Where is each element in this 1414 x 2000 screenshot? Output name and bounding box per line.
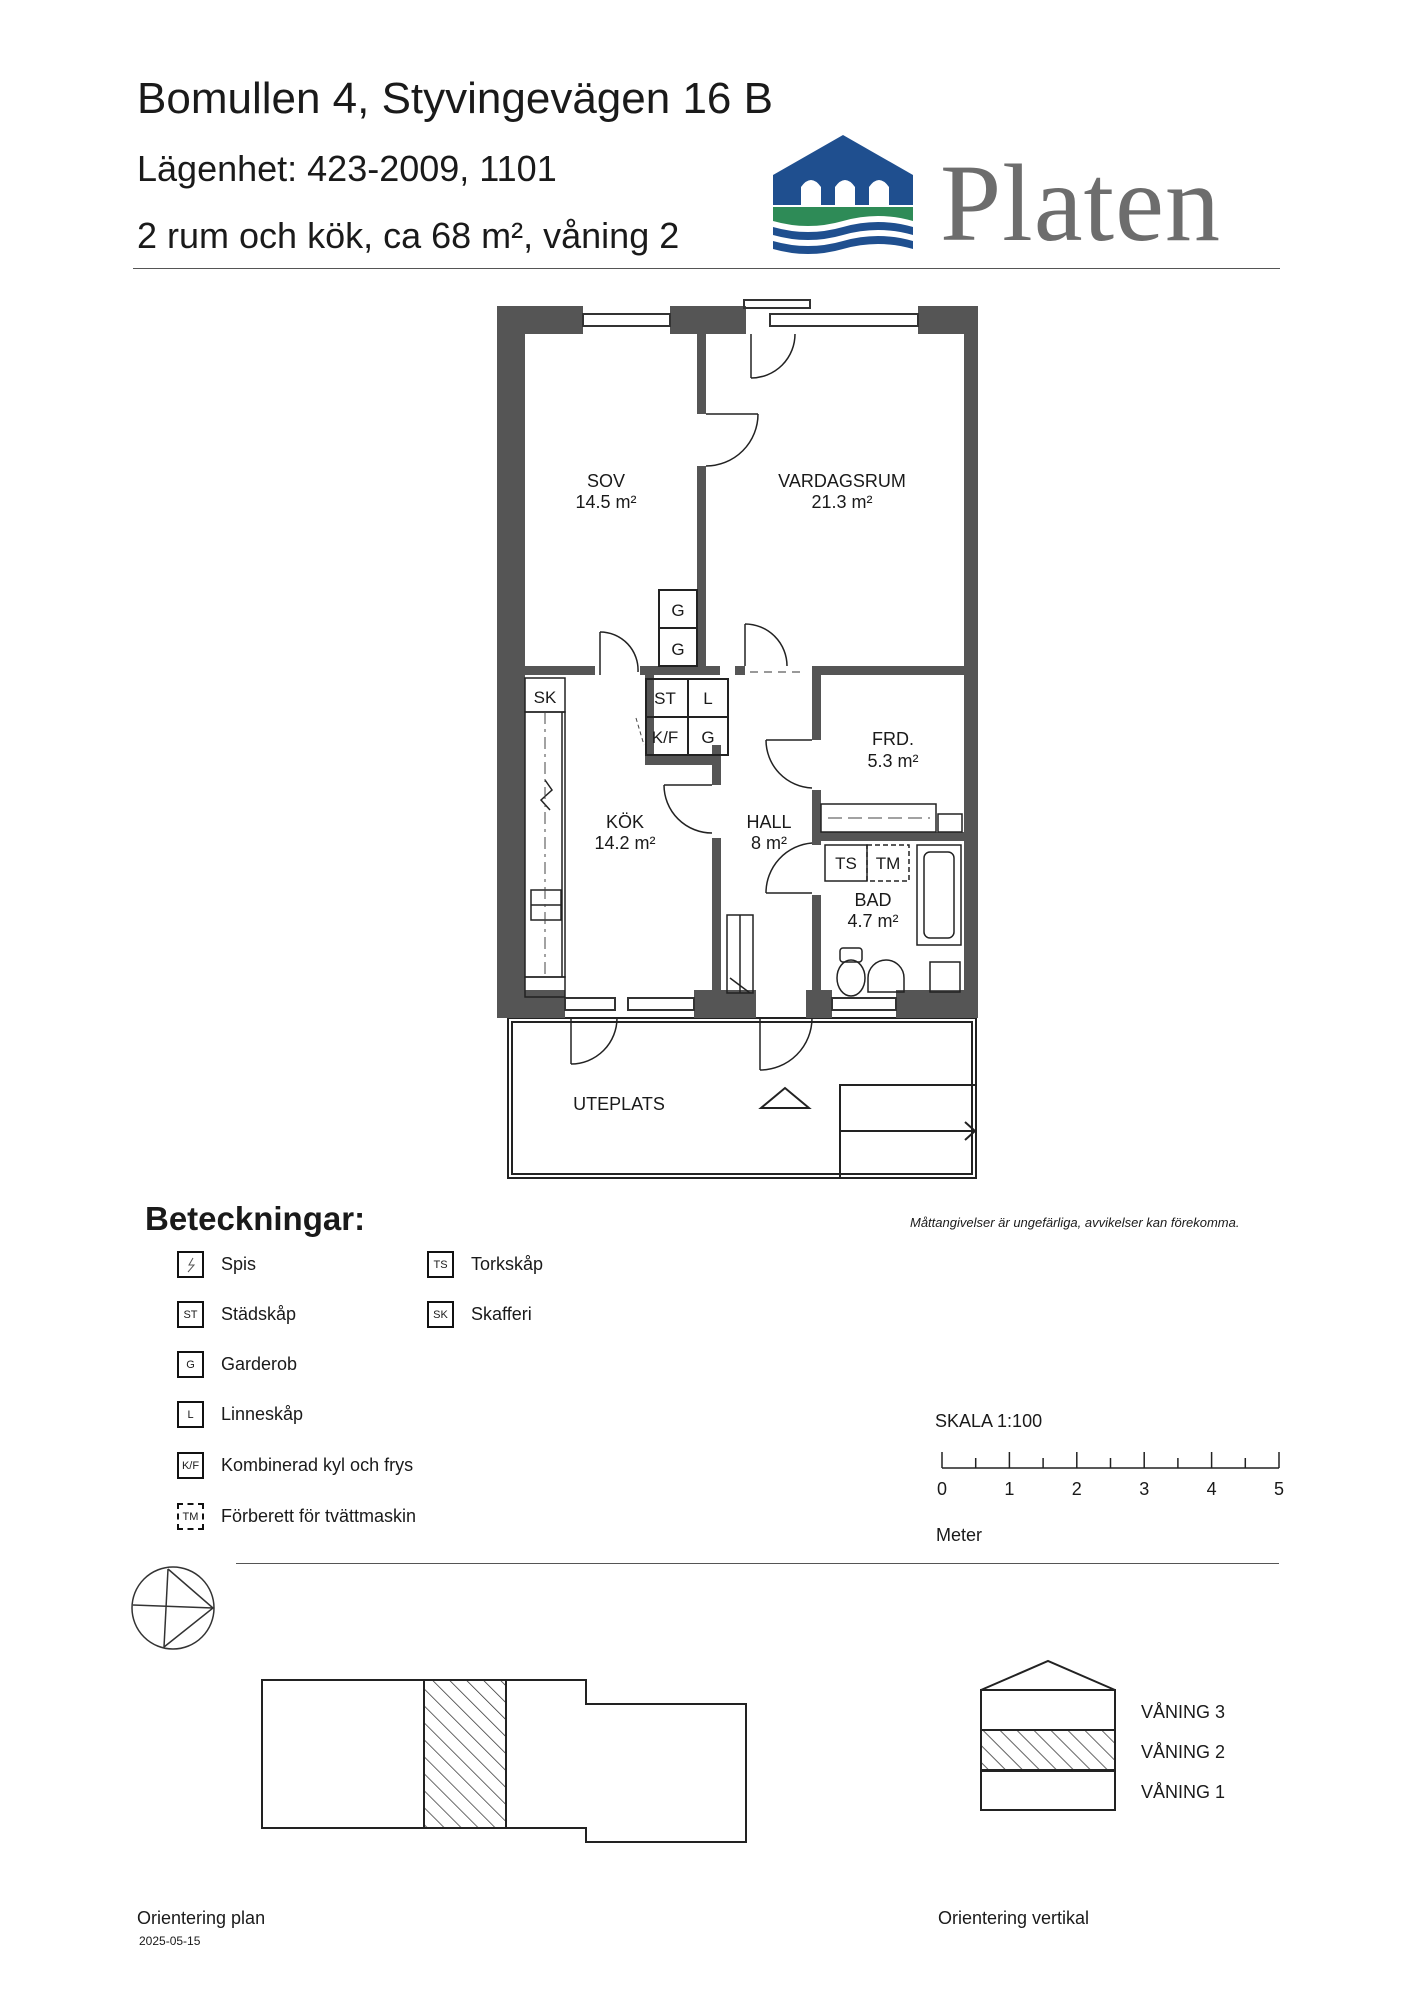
legend-code: TM: [177, 1503, 204, 1530]
linen-cabinet-label: L: [703, 689, 713, 708]
cleaning-cabinet-label: ST: [654, 689, 676, 708]
exterior-walls: [497, 306, 978, 1018]
scale-unit: Meter: [936, 1525, 983, 1545]
legend-item-linneskap: [177, 1401, 303, 1428]
room-name-uteplats: UTEPLATS: [573, 1094, 665, 1114]
legend-code: SK: [427, 1301, 454, 1328]
room-name-bad: BAD: [854, 890, 892, 910]
legend-item-kyl-frys: [177, 1452, 413, 1479]
stove-icon: [177, 1251, 204, 1278]
hall-closet: [727, 915, 753, 993]
scale-tick: 2: [1071, 1479, 1082, 1499]
room-name-vardagsrum: VARDAGSRUM: [778, 471, 906, 491]
legend-label: Garderob: [221, 1354, 298, 1374]
scale-tick: 3: [1139, 1479, 1150, 1499]
scale-title: SKALA 1:100: [935, 1411, 1043, 1431]
disclaimer-note: Måttangivelser är ungefärliga, avvikelser kan förekomma.: [910, 1215, 1240, 1230]
room-area-vardagsrum: 21.3 m²: [811, 492, 873, 512]
legend-label: Linneskåp: [221, 1404, 304, 1424]
legend-label: Skafferi: [471, 1304, 532, 1324]
room-area-kok: 14.2 m²: [594, 833, 656, 853]
floor-label-2: VÅNING 2: [1141, 1742, 1226, 1762]
wardrobe-label: G: [701, 728, 715, 747]
legend-item-torkskap: [427, 1251, 543, 1278]
room-name-kok: KÖK: [605, 812, 645, 832]
room-name-sov: SOV: [586, 471, 626, 491]
apartment-number: Lägenhet: 423-2009, 1101: [137, 148, 557, 189]
drying-cabinet-label: TS: [835, 854, 857, 873]
property-title: Bomullen 4, Styvingevägen 16 B: [137, 74, 773, 123]
room-area-bad: 4.7 m²: [847, 911, 899, 931]
compass-icon: [128, 1563, 218, 1653]
washing-machine-label: TM: [875, 854, 901, 873]
scale-bar: [925, 1440, 1295, 1505]
legend-code: G: [177, 1351, 204, 1378]
scale-tick: 1: [1004, 1479, 1015, 1499]
section-divider: [236, 1563, 1279, 1564]
pantry-label: SK: [533, 688, 557, 707]
legend-label: Spis: [221, 1254, 257, 1274]
orientation-vertical-diagram: [978, 1658, 1118, 1774]
doors: [571, 334, 812, 1070]
room-area-hall: 8 m²: [751, 833, 787, 853]
wardrobe-label: G: [671, 640, 685, 659]
legend-label: Städskåp: [221, 1304, 297, 1324]
apartment-summary: 2 rum och kök, ca 68 m², våning 2: [137, 215, 680, 256]
drawing-date: 2025-05-15: [139, 1934, 201, 1948]
room-name-hall: HALL: [746, 812, 792, 832]
orientation-vertical-caption: Orientering vertikal: [938, 1908, 1090, 1928]
legend-code: ST: [177, 1301, 204, 1328]
room-name-frd: FRD.: [872, 729, 914, 749]
room-area-sov: 14.5 m²: [575, 492, 637, 512]
legend-item-garderob: [177, 1351, 297, 1378]
orientation-plan-caption: Orientering plan: [137, 1908, 266, 1928]
floor-label-1: VÅNING 1: [1141, 1782, 1226, 1802]
legend-item-tvattmaskin: [177, 1503, 416, 1530]
current-floor-highlight: [981, 1730, 1115, 1770]
platen-wordmark: Platen: [940, 142, 1221, 264]
orientation-plan-diagram: [258, 1676, 750, 1846]
scale-tick: 4: [1206, 1479, 1217, 1499]
floor-label-3: VÅNING 3: [1141, 1702, 1226, 1722]
legend-item-spis: [177, 1251, 256, 1278]
entrance-marker-icon: [761, 1088, 809, 1108]
legend-label: Förberett för tvättmaskin: [221, 1506, 417, 1526]
legend-code: L: [177, 1401, 204, 1428]
legend-label: Torkskåp: [471, 1254, 544, 1274]
legend-label: Kombinerad kyl och frys: [221, 1455, 414, 1475]
scale-tick: 0: [936, 1479, 948, 1499]
legend-title: Beteckningar:: [145, 1200, 366, 1237]
scale-tick: 5: [1273, 1479, 1285, 1499]
floor-1-box: [978, 1770, 1118, 1812]
legend-code: K/F: [177, 1452, 204, 1479]
room-area-frd: 5.3 m²: [867, 751, 919, 771]
fridge-freezer-label: K/F: [651, 728, 679, 747]
wardrobe-label: G: [671, 601, 685, 620]
current-unit-highlight: [424, 1680, 506, 1828]
legend-item-skafferi: [427, 1301, 532, 1328]
legend-code: TS: [427, 1251, 454, 1278]
legend-item-stadskap: [177, 1301, 296, 1328]
